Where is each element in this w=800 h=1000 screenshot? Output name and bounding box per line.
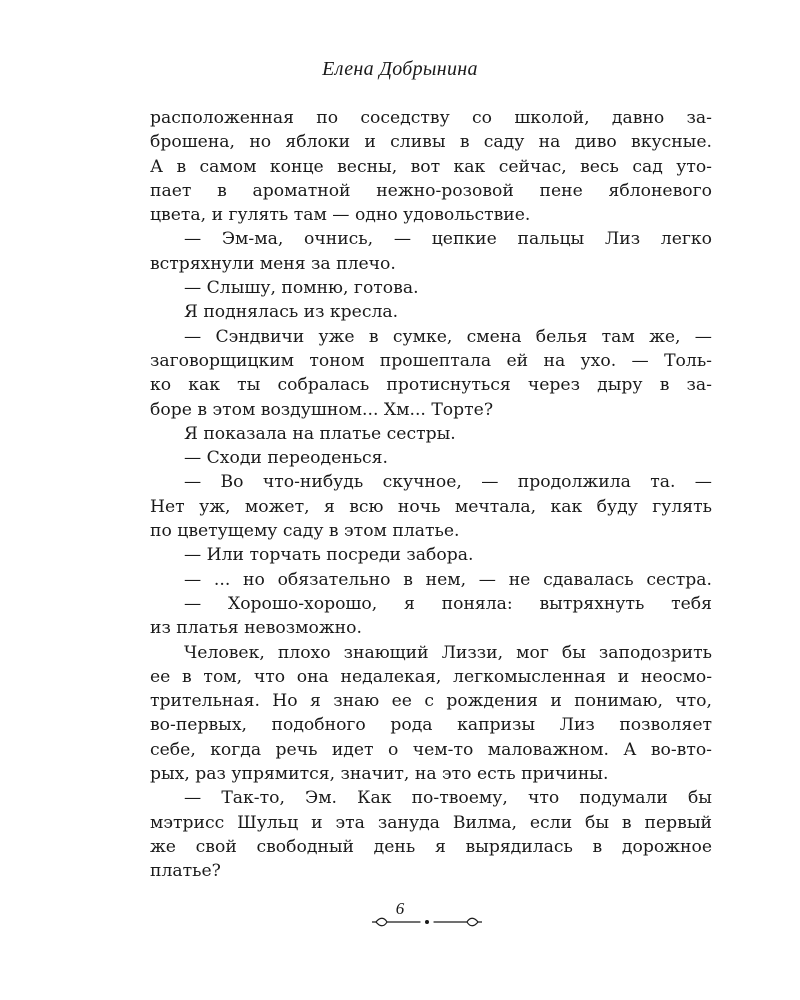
text-line: цвета, и гулять там — одно удовольствие. [150,205,531,226]
text-line: — Хорошо-хорошо, я поняла: вытряхнуть тебя [184,593,712,614]
text-line: ко как ты собралась протиснуться через дыру в за- [150,375,712,396]
text-line: ее в том, что она недалекая, легкомысленная и неосмо- [150,666,712,687]
text-line: Нет уж, может, я всю ночь мечтала, как буду гулять [150,496,712,517]
text-line: из платья невозможно. [150,618,362,639]
text-line: трительная. Но я знаю ее с рождения и понимаю, что, [150,691,712,712]
text-line: А в самом конце весны, вот как сейчас, весь сад уто- [150,156,712,177]
text-line: — Во что-нибудь скучное, — продолжила та. — [184,472,712,493]
text-line: мэтрисс Шульц и эта зануда Вилма, если бы в первый [150,812,712,833]
text-line: боре в этом воздушном... Хм... Торте? [150,399,494,420]
text-line: расположенная по соседству со школой, давно за- [150,108,712,128]
text-line: Я показала на платье сестры. [184,423,456,444]
text-line: заговорщицким тоном прошептала ей на ухо. — Толь- [150,350,712,371]
text-line: во-первых, подобного рода капризы Лиз позволяет [150,715,712,736]
text-line: — Сходи переоденься. [184,448,388,469]
text-line: — ... но обязательно в нем, — не сдавалась сестра. [184,569,712,590]
text-line: по цветущему саду в этом платье. [150,521,460,542]
ornament-divider-icon [372,912,482,932]
text-line: — Так-то, Эм. Как по-твоему, что подумали бы [184,788,712,809]
body-text [150,106,712,884]
text-line: встряхнули меня за плечо. [150,253,396,274]
page-number: 6 [395,899,405,918]
text-line: же свой свободный день я вырядилась в дорожное [150,836,712,857]
text-line: — Эм-ма, очнись, — цепкие пальцы Лиз легко [184,229,712,250]
text-line: — Или торчать посреди забора. [184,545,474,566]
text-line: пает в ароматной нежно-розовой пене яблоневого [150,180,712,201]
text-line: себе, когда речь идет о чем-то маловажном. А во-вто- [150,739,712,760]
text-line: рых, раз упрямится, значит, на это есть причины. [150,764,609,785]
text-line: Я поднялась из кресла. [184,302,399,323]
text-line: — Слышу, помню, готова. [184,278,419,299]
running-head: Елена Добрынина [322,58,478,80]
text-line: — Сэндвичи уже в сумке, смена белья там же, — [184,326,712,347]
text-line: брошена, но яблоки и сливы в саду на диво вкусные. [150,132,712,153]
text-line: Человек, плохо знающий Лиззи, мог бы заподозрить [184,642,712,663]
text-line: платье? [150,861,221,882]
